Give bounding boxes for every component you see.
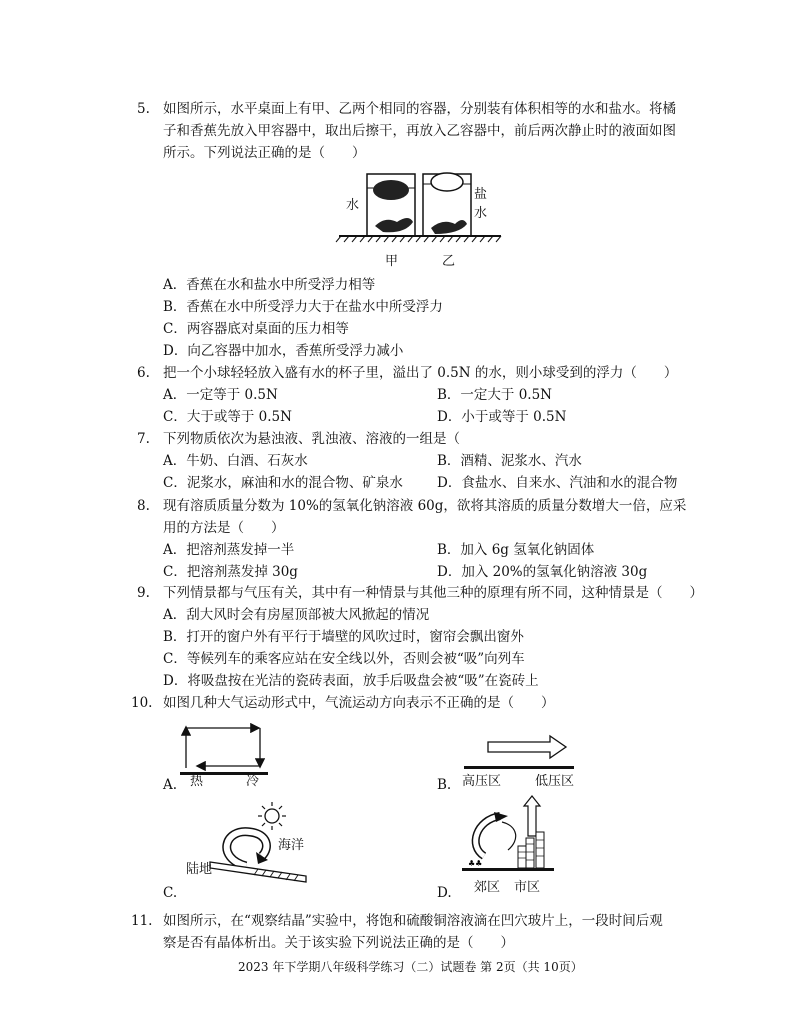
hot-label: 热	[190, 774, 204, 789]
fig-b-letter: B.	[437, 777, 452, 793]
q5-option-a: A．香蕉在水和盐水中所受浮力相等	[163, 277, 376, 293]
q11-number: 11.	[131, 913, 153, 929]
fig-a-letter: A.	[163, 777, 178, 793]
fig-d-letter: D.	[437, 885, 452, 901]
water-label: 水	[346, 198, 360, 213]
suburb-label: 郊区	[474, 880, 501, 895]
cold-label: 冷	[246, 774, 260, 789]
q7-stem: 下列物质依次为悬浊液、乳浊液、溶液的一组是（	[163, 431, 460, 447]
high-pressure-label: 高压区	[462, 774, 502, 789]
q9-number: 9.	[137, 585, 150, 601]
q7-option-d: D．食盐水、自来水、汽油和水的混合物	[437, 475, 678, 491]
q7-number: 7.	[137, 431, 150, 447]
salt-water-label-1: 盐	[474, 187, 488, 202]
q6-option-a: A．一定等于 0.5N	[163, 387, 278, 403]
q6-option-d: D．小于或等于 0.5N	[437, 409, 567, 425]
q9-option-a: A．刮大风时会有房屋顶部被大风掀起的情况	[163, 607, 430, 623]
q5-stem-line1: 如图所示，水平桌面上有甲、乙两个相同的容器，分别装有体积相等的水和盐水。将橘	[163, 101, 676, 117]
q5-number: 5.	[137, 101, 150, 117]
q5-stem-line3: 所示。下列说法正确的是（ ）	[163, 145, 366, 161]
q5-option-b: B．香蕉在水中所受浮力大于在盐水中所受浮力	[163, 299, 443, 315]
q11-stem-line1: 如图所示，在“观察结晶”实验中，将饱和硫酸铜溶液滴在凹穴玻片上，一段时间后观	[163, 913, 663, 929]
q10-stem: 如图几种大气运动形式中，气流运动方向表示不正确的是（ ）	[163, 695, 555, 711]
q5-containers-figure	[335, 166, 515, 256]
low-pressure-label: 低压区	[535, 774, 575, 789]
fig-c-letter: C.	[163, 885, 178, 901]
q8-number: 8.	[137, 498, 150, 514]
q6-number: 6.	[137, 365, 150, 381]
q7-option-a: A．牛奶、白酒、石灰水	[163, 453, 308, 469]
q8-option-b: B．加入 6g 氢氧化钠固体	[437, 542, 595, 558]
container-yi-label: 乙	[442, 254, 456, 269]
q5-stem-line2: 子和香蕉先放入甲容器中，取出后擦干，再放入乙容器中，前后两次静止时的液面如图	[163, 123, 676, 139]
q11-stem-line2: 察是否有晶体析出。关于该实验下列说法正确的是（ ）	[163, 935, 514, 951]
q6-option-b: B．一定大于 0.5N	[437, 387, 552, 403]
page-footer: 2023 年下学期八年级科学练习（二）试题卷 第 2页（共 10页）	[238, 960, 583, 974]
q8-option-a: A．把溶剂蒸发掉一半	[163, 542, 295, 558]
q10-number: 10.	[131, 695, 153, 711]
q8-option-d: D．加入 20%的氢氧化钠溶液 30g	[437, 564, 648, 580]
q5-option-c: C．两容器底对桌面的压力相等	[163, 321, 349, 337]
container-jia-label: 甲	[385, 254, 399, 269]
salt-water-label-2: 水	[474, 206, 488, 221]
q10-figure-c	[196, 800, 326, 890]
q5-option-d: D．向乙容器中加水，香蕉所受浮力减小	[163, 343, 404, 359]
q7-option-c: C．泥浆水，麻油和水的混合物、矿泉水	[163, 475, 403, 491]
q6-stem: 把一个小球轻轻放入盛有水的杯子里，溢出了 0.5N 的水，则小球受到的浮力（ ）	[163, 365, 678, 381]
city-label: 市区	[514, 880, 541, 895]
q6-option-c: C．大于或等于 0.5N	[163, 409, 292, 425]
q9-option-c: C．等候列车的乘客应站在安全线以外，否则会被“吸”向列车	[163, 651, 525, 667]
q8-option-c: C．把溶剂蒸发掉 30g	[163, 564, 298, 580]
q10-figure-d	[460, 796, 570, 876]
q8-stem-line1: 现有溶质质量分数为 10%的氢氧化钠溶液 60g，欲将其溶质的质量分数增大一倍，应采	[163, 498, 687, 514]
ocean-label: 海洋	[278, 838, 305, 853]
q9-option-b: B．打开的窗户外有平行于墙壁的风吹过时，窗帘会飘出窗外	[163, 629, 524, 645]
q7-option-b: B．酒精、泥浆水、汽水	[437, 453, 582, 469]
q9-stem: 下列情景都与气压有关，其中有一种情景与其他三种的原理有所不同，这种情景是（ ）	[163, 585, 703, 601]
land-label: 陆地	[186, 862, 213, 877]
q8-stem-line2: 用的方法是（ ）	[163, 520, 285, 536]
q9-option-d: D．将吸盘按在光洁的瓷砖表面，放手后吸盘会被“吸”在瓷砖上	[163, 673, 539, 689]
svg-text:♣♣: ♣♣	[468, 859, 483, 868]
